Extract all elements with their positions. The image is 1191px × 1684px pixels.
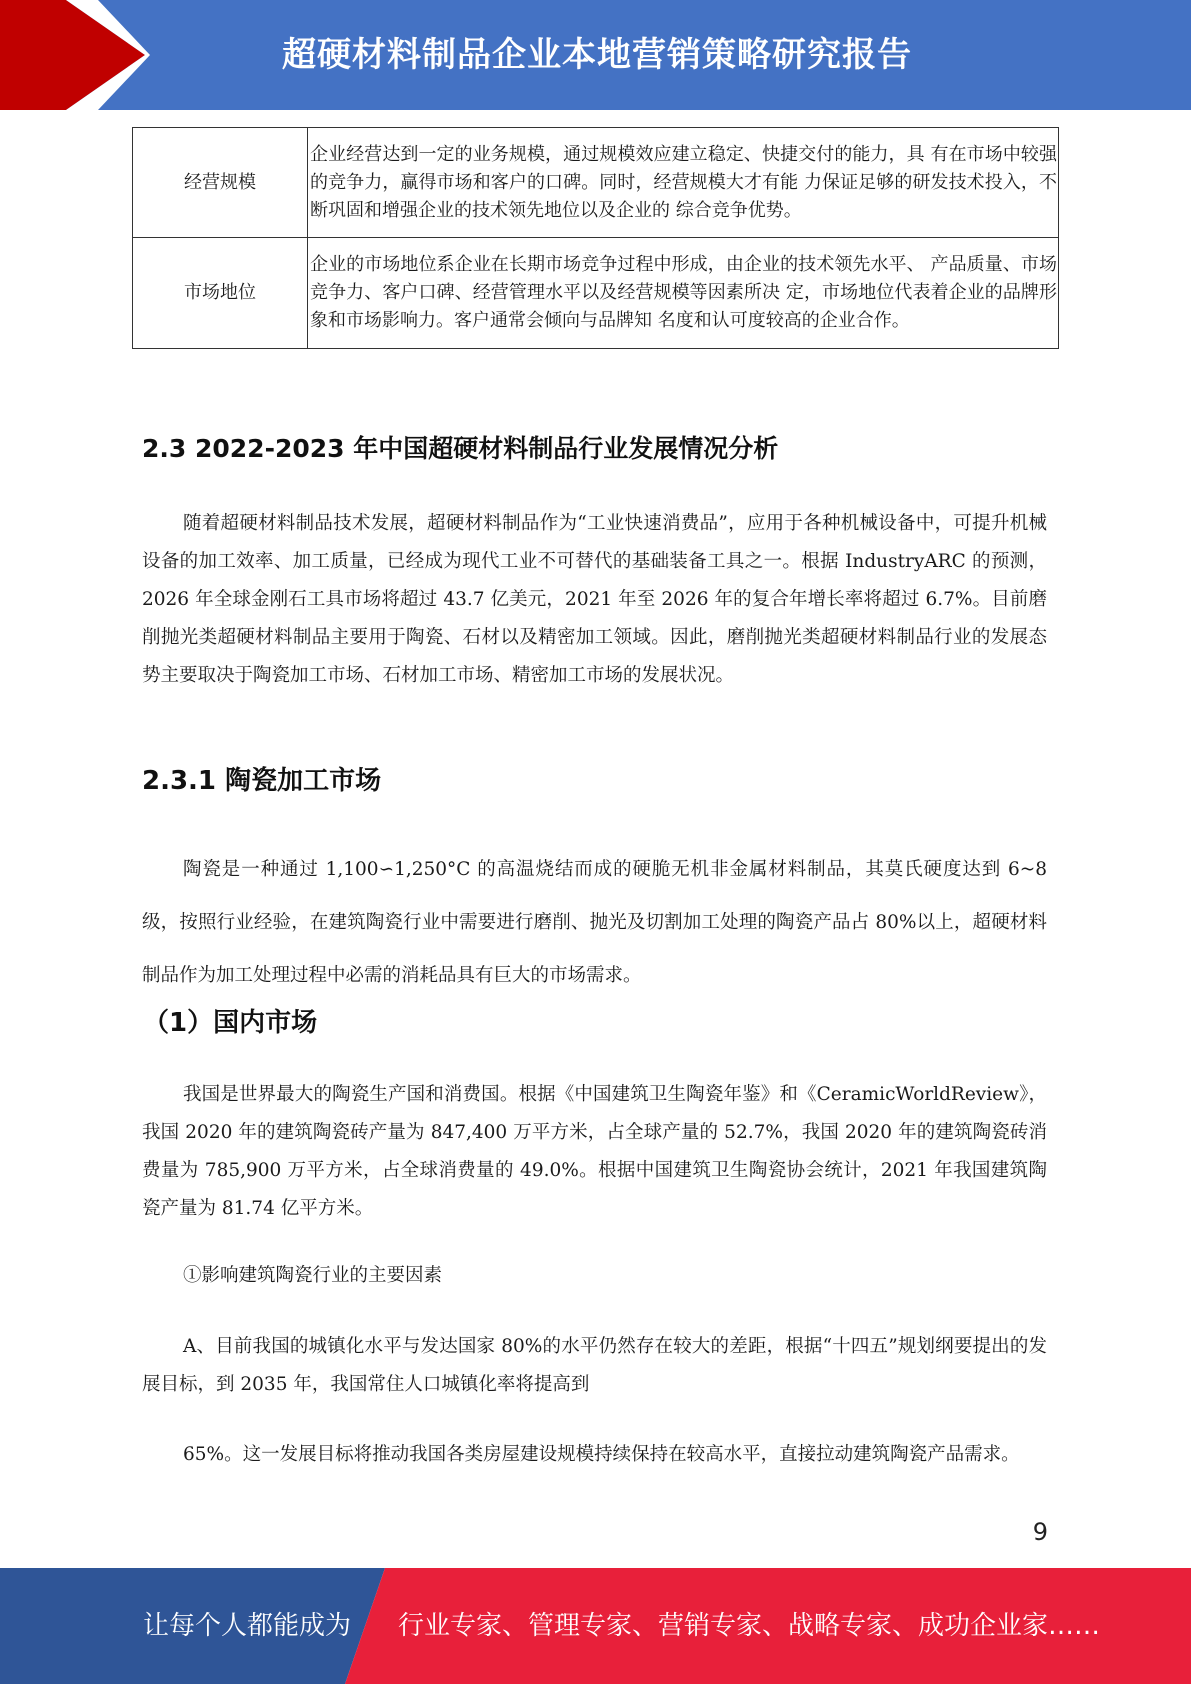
domestic-market-heading: （1）国内市场 [143,1008,318,1038]
table-row [133,238,1059,349]
paragraph: 随着超硬材料制品技术发展，超硬材料制品作为“工业快速消费品”，应用于各种机械设备中，可提升机械设备的加工效率、加工质量，已经成为现代工业不可替代的基础装备工具之一。根据 IndustryARC 的预测，2026 年全球金刚石工具市场将超过 43.7 亿美元，2021 年至 2026 年的复合年增长率将超过 6.7%。目前磨削抛光类超硬材料制品主要用于陶瓷、石材以及精密加工领域。因此，磨削抛光类超硬材料制品行业的发展态势主要取决于陶瓷加工市场、石材加工市场、精密加工市场的发展状况。 [142,513,1047,686]
row-content: 企业的市场地位系企业在长期市场竞争过程中形成，由企业的技术领先水平、 产品质量、市场竞争力、客户口碑、经营管理水平以及经营规模等因素所决 定，市场地位代表着企业的品牌形象和市场影响力。客户通常会倾向与品牌知 名度和认可度较高的企业合作。 [308,238,1059,349]
paragraph: A、目前我国的城镇化水平与发达国家 80%的水平仍然存在较大的差距，根据“十四五”规划纲要提出的发展目标，到 2035 年，我国常住人口城镇化率将提高到 [142,1336,1047,1395]
table-row [133,128,1059,238]
row-label: 经营规模 [133,128,308,238]
paragraph: 65%。这一发展目标将推动我国各类房屋建设规模持续保持在较高水平，直接拉动建筑陶瓷产品需求。 [183,1444,1020,1465]
footer-roles: 行业专家、管理专家、营销专家、战略专家、成功企业家…… [398,1611,1101,1641]
paragraph: ①影响建筑陶瓷行业的主要因素 [183,1265,443,1286]
footer-slogan: 让每个人都能成为 [143,1611,352,1641]
paragraph: 陶瓷是一种通过 1,100∽1,250°C 的高温烧结而成的硬脆无机非金属材料制品，其莫氏硬度达到 6~8 级，按照行业经验，在建筑陶瓷行业中需要进行磨削、抛光及切割加工处理的陶瓷产品占 80%以上，超硬材料制品作为加工处理过程中必需的消耗品具有巨大的市场需求。 [142,859,1047,986]
page-header [0,0,1191,110]
paragraph: 我国是世界最大的陶瓷生产国和消费国。根据《中国建筑卫生陶瓷年鉴》和《CeramicWorldReview》，我国 2020 年的建筑陶瓷砖产量为 847,400 万平方米，占全球产量的 52.7%，我国 2020 年的建筑陶瓷砖消费量为 785,900 万平方米，占全球消费量的 49.0%。根据中国建筑卫生陶瓷协会统计，2021 年我国建筑陶瓷产量为 81.74 亿平方米。 [142,1084,1047,1219]
row-content: 企业经营达到一定的业务规模，通过规模效应建立稳定、快捷交付的能力，具 有在市场中较强的竞争力，赢得市场和客户的口碑。同时，经营规模大才有能 力保证足够的研发技术投入，不断巩固和增强企业的技术领先地位以及企业的 综合竞争优势。 [308,128,1059,238]
report-title: 超硬材料制品企业本地营销策略研究报告 [282,35,912,75]
section-heading: 2.3 2022-2023 年中国超硬材料制品行业发展情况分析 [142,434,779,463]
criteria-table [132,127,1059,349]
page-number: 9 [1032,1518,1048,1546]
subsection-heading: 2.3.1 陶瓷加工市场 [142,766,382,796]
row-label: 市场地位 [133,238,308,349]
page-footer [0,1568,1191,1684]
